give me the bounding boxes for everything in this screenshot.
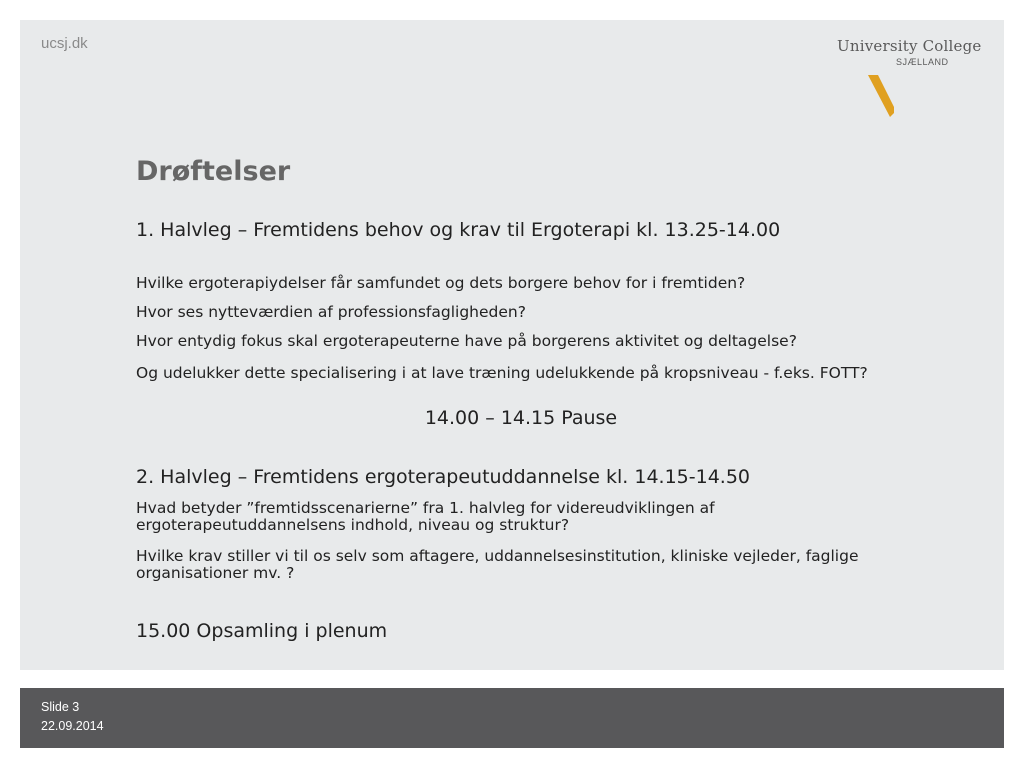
section2-heading: 2. Halvleg – Fremtidens ergoterapeutuddannelse kl. 14.15-14.50 <box>136 466 751 488</box>
slide-date: 22.09.2014 <box>41 719 104 733</box>
logo-mark-icon <box>834 55 894 125</box>
logo-name: University College <box>837 37 982 55</box>
section1-question: Hvor ses nytteværdien af professionsfagligheden? <box>136 303 526 321</box>
site-url: ucsj.dk <box>41 35 88 52</box>
slide-footer <box>20 688 1004 748</box>
university-logo <box>834 37 982 127</box>
section1-question: Hvilke ergoterapiydelser får samfundet og dets borgere behov for i fremtiden? <box>136 274 746 292</box>
pause-line: 14.00 – 14.15 Pause <box>424 407 618 429</box>
section1-heading: 1. Halvleg – Fremtidens behov og krav til Ergoterapi kl. 13.25-14.00 <box>136 219 781 241</box>
slide-title: Drøftelser <box>136 156 291 187</box>
section1-question: Hvor entydig fokus skal ergoterapeuterne have på borgerens aktivitet og deltagelse? <box>136 332 797 350</box>
section1-question: Og udelukker dette specialisering i at lave træning udelukkende på kropsniveau - f.eks. FOTT? <box>136 364 868 382</box>
section2-question: Hvad betyder ”fremtidsscenarierne” fra 1. halvleg for videreudviklingen af ergoterapeutuddannelsens indhold, niveau og struktur? <box>136 499 715 534</box>
closing-line: 15.00 Opsamling i plenum <box>136 620 388 642</box>
slide-number: Slide 3 <box>41 700 80 714</box>
slide-canvas <box>20 20 1004 670</box>
section2-question: Hvilke krav stiller vi til os selv som aftagere, uddannelsesinstitution, kliniske vejleder, faglige organisationer mv. ? <box>136 547 859 582</box>
logo-subtitle: SJÆLLAND <box>896 57 949 67</box>
